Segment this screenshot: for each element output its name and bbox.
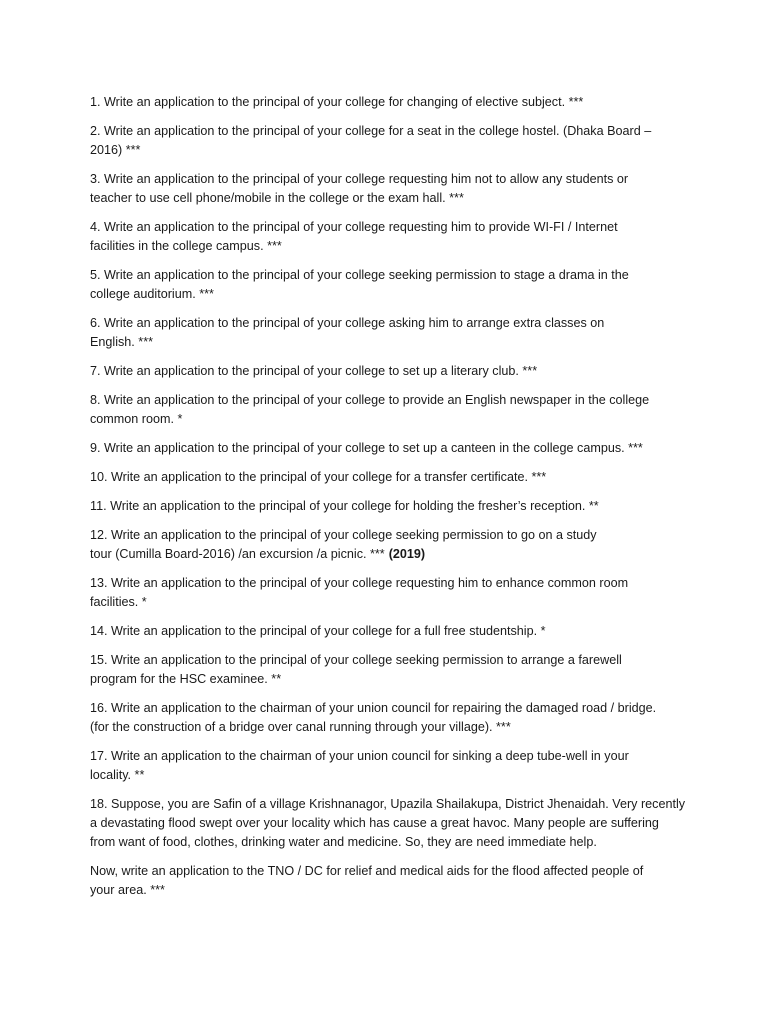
list-item: 13. Write an application to the principal of your college requesting him to enhance common room facilities. *	[90, 576, 629, 609]
list-item: 12. Write an application to the principal of your college seeking permission to go on a study tour (Cumilla Board-2016) /an excursion /a picnic. *** (2019)	[90, 528, 597, 561]
list-item: 5. Write an application to the principal of your college seeking permission to stage a drama in the college auditorium. ***	[90, 268, 629, 301]
document-page	[90, 93, 690, 910]
list-item: 3. Write an application to the principal of your college requesting him not to allow any students or teacher to use cell phone/mobile in the college or the exam hall. ***	[90, 172, 629, 205]
year-tag: (2019)	[388, 547, 426, 561]
list-item: 15. Write an application to the principal of your college seeking permission to arrange a farewell program for the HSC examinee. **	[90, 653, 622, 686]
list-item: 11. Write an application to the principal of your college for holding the fresher’s reception. **	[90, 499, 599, 513]
closing-instruction: Now, write an application to the TNO / DC for relief and medical aids for the flood affected people of your area. ***	[90, 864, 644, 897]
list-item: 7. Write an application to the principal of your college to set up a literary club. ***	[90, 364, 538, 378]
list-item: 2. Write an application to the principal of your college for a seat in the college hostel. (Dhaka Board – 2016) ***	[90, 124, 652, 157]
list-item: 14. Write an application to the principal of your college for a full free studentship. *	[90, 624, 546, 638]
list-item: 10. Write an application to the principal of your college for a transfer certificate. ***	[90, 470, 547, 484]
list-item: 17. Write an application to the chairman of your union council for sinking a deep tube-well in your locality. **	[90, 749, 629, 782]
list-item: 8. Write an application to the principal of your college to provide an English newspaper in the college common room. *	[90, 393, 650, 426]
list-item: 6. Write an application to the principal of your college asking him to arrange extra classes on English. ***	[90, 316, 605, 349]
list-item: 1. Write an application to the principal of your college for changing of elective subject. ***	[90, 95, 584, 109]
list-item: 16. Write an application to the chairman of your union council for repairing the damaged road / bridge. (for the construction of a bridge over canal running through your village). ***	[90, 701, 657, 734]
list-item: 4. Write an application to the principal of your college requesting him to provide WI-FI / Internet facilities in the college campus. ***	[90, 220, 618, 253]
list-item: 9. Write an application to the principal of your college to set up a canteen in the college campus. ***	[90, 441, 643, 455]
list-item: 18. Suppose, you are Safin of a village Krishnanagor, Upazila Shailakupa, District Jhenaidah. Very recently a devastating flood swept over your locality which has cause a great havoc. Many people are suffering from want of food, clothes, drinking water and medicine. So, they are need immediate help.	[90, 797, 686, 849]
